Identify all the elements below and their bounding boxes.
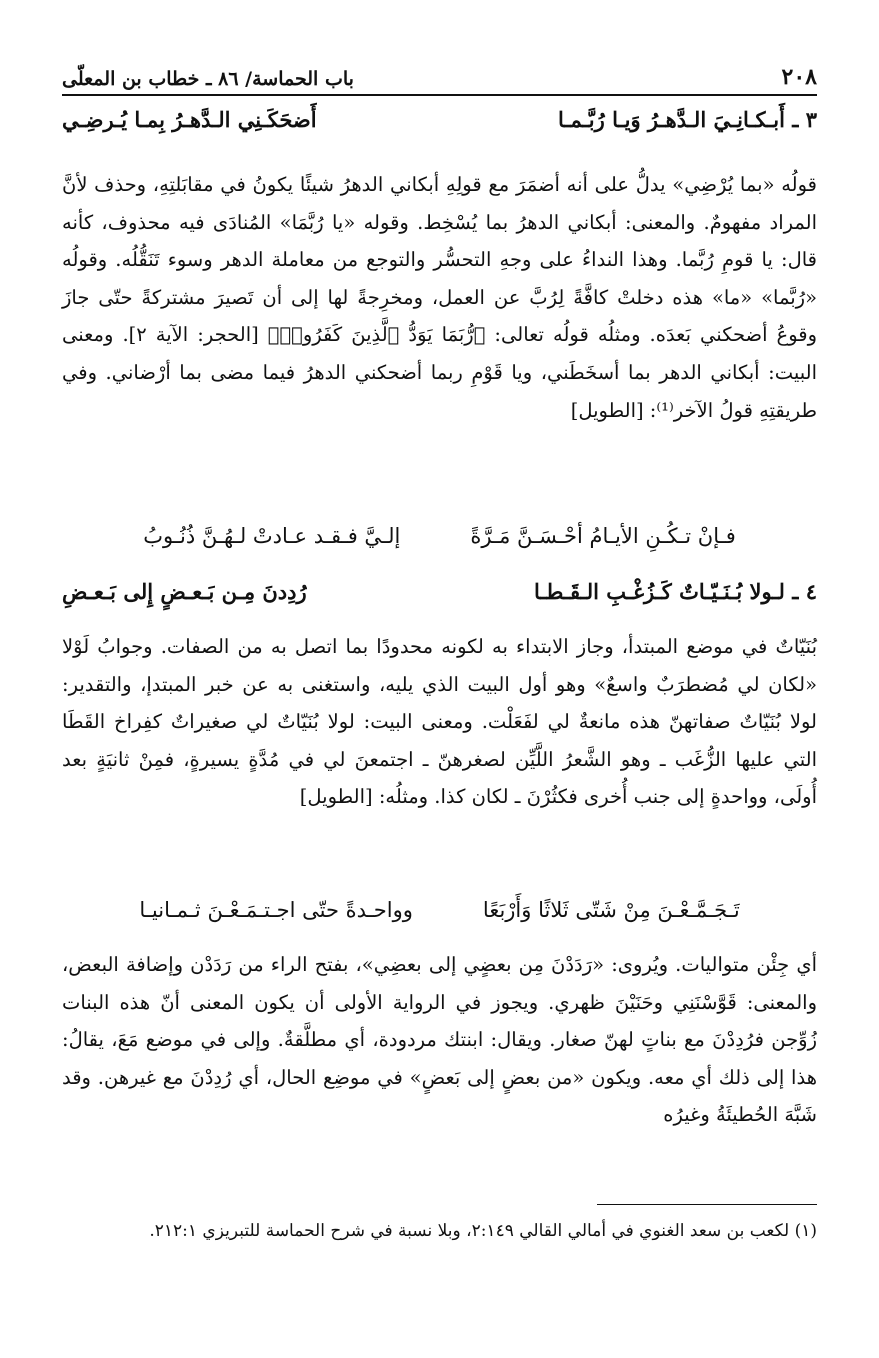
verse-4-second-hemistich: رُدِدنَ مِـن بَـعـضٍ إِلى بَـعـضِ [62,579,307,604]
footnote-1: (١) لكعب بن سعد الغنوي في أمالي القالي ٢:١٤٩، وبلا نسبة في شرح الحماسة للتبريزي ٢١٢:١. [149,1221,817,1241]
verse-3 [62,100,817,140]
quoted-verse-2 [62,890,817,930]
verse-3-first-hemistich: ٣ ـ أَبـكـانِـيَ الـدَّهـرُ وَيـا رُبَّـمـا [557,107,817,132]
running-title: باب الحماسة/ ٨٦ ـ خطاب بن المعلّى [62,68,354,90]
quoted-verse-2-first-hemistich: تَـجَـمَّـعْـنَ مِنْ شَتّى ثَلاثًا وَأَرْبَعًا [482,898,740,922]
quoted-verse-2-second-hemistich: وواحـدةً حتّى اجـتـمَـعْـنَ ثـمـانيـا [139,898,413,922]
page-number: ٢٠٨ [781,64,817,90]
verse-4 [62,572,817,612]
commentary-paragraph-2: بُنَيّاتٌ في موضع المبتدأ، وجاز الابتداء به لكونه محدودًا بما اتصل به من الصفات. وجوابُ لَوْلا «لكان لي مُضطرَبٌ واسعٌ» وهو أول البيت الذي يليه، واستغنى به عن خبر المبتدإ، والتقدير: لولا بُنَيّاتٌ صفاتهنّ هذه مانعةٌ لي لفَعَلْت. ومعنى البيت: لولا بُنَيّاتٌ لي صغيراتٌ كفِراخ القَطَا التي عليها الزُّغَب ـ وهو الشَّعرُ اللَّيِّن لصغرهنّ ـ اجتمعنَ لي في مُدَّةٍ يسيرةٍ، فمِنْ ثانيَةٍ بعد أُولَى، وواحدةٍ إلى جنب أُخرى فكثُرْنَ ـ لكان كذا. ومثلُه: [الطويل] [62,635,817,809]
commentary-paragraph-3: أي جِئْن متواليات. ويُروى: «رَدَدْنَ مِن بعضٍي إلى بعضِي»، بفتح الراء من رَدَدْن وإضافة البعض، والمعنى: قَوَّسْنَنِي وحَنَيْنَ ظهري. ويجوز في الرواية الأولى أن يكون المعنى أنّ هذه البنات زُوِّجن فرُدِدْنَ مع بناتٍ لهنّ صغار. ويقال: ابنتك مردودة، أي مطلَّقةٌ. وإلى في موضع مَعَ، يقالُ: هذا إلى ذلك أي معه. ويكون «من بعضٍ إلى بَعضٍ» في موضِع الحال، أي رُدِدْنَ مع غيرهن. وقد شَبَّهَ الحُطيئَةُ وغيرُه [62,953,817,1127]
quoted-verse-1 [62,516,817,556]
quoted-verse-1-second-hemistich: إلـيَّ فـقـد عـادتْ لـهُـنَّ ذُنُـوبُ [143,524,401,548]
quoted-verse-1-first-hemistich: فـإنْ تـكُـنِ الأيـامُ أحْـسَـنَّ مَـرَّةً [470,524,736,548]
page [62,56,817,1336]
footnote-separator [597,1204,817,1205]
running-header [62,56,817,96]
verse-4-first-hemistich: ٤ ـ لـولا بُـنَـيّـاتٌ كَـزُغْـبِ الـقَـطـا [534,579,817,604]
verse-3-second-hemistich: أَضحَكَـنِي الـدَّهـرُ بِمـا يُـرضِـي [62,107,317,132]
commentary-paragraph-1: قولُه «بما يُرْضِي» يدلُّ على أنه أضمَرَ مع قولِهِ أبكاني الدهرُ شيئًا يكونُ في مقابَلتِهِ، وحذف لأنَّ المراد مفهومٌ. والمعنى: أبكاني الدهرُ بما يُسْخِط. وقوله «يا رُبَّمَا» المُنادَى فيه محذوف، كأنه قال: يا قومِ رُبَّما. وهذا النداءُ على وجهِ التحسُّر والتوجع من معاملة الدهر وسوء تَنَقُّلُه. وقولُه «رُبَّما» «ما» هذه دخلتْ كافَّةً لِرُبَّ عن العمل، ومخرِجةً لها إلى أن تَصيرَ مشتركةً حتّى جازَ وقوعُ أضحكني بَعدَه. ومثلُه قولُه تعالى: ﴿رُّبَمَا يَوَدُّ ٱلَّذِينَ كَفَرُوا۟﴾ [الحجر: الآية ٢]. ومعنى البيت: أبكاني الدهر بما أسخَطَني، ويا قَوْمِ ربما أضحكني الدهرُ فيما مضى بما أرْضاني. وفي طريقتِهِ قولُ الآخر⁽¹⁾: [الطويل] [62,173,818,422]
